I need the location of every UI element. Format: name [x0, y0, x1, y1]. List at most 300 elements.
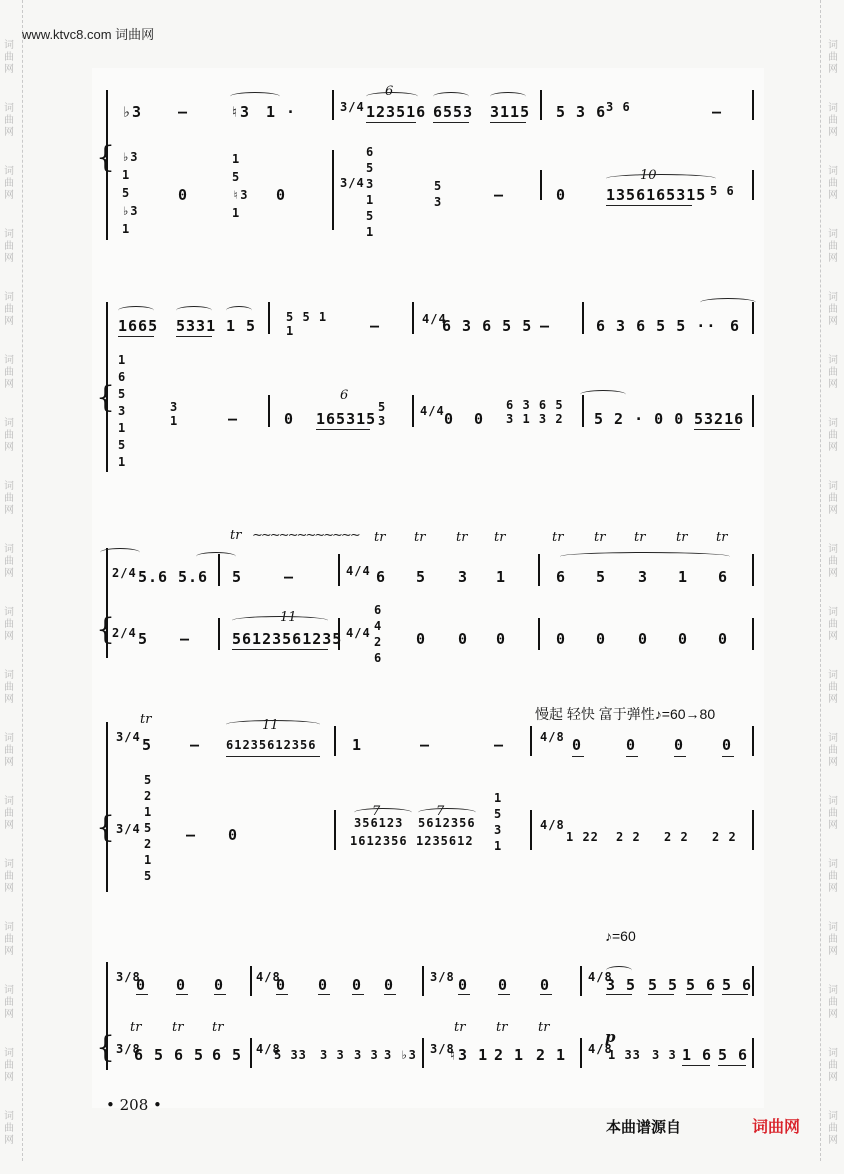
time-signature: 2/4: [112, 626, 137, 640]
note: 6: [376, 568, 387, 586]
trill-mark: tr: [496, 1020, 508, 1035]
system-5-brace: {: [96, 1030, 116, 1065]
note: 5: [142, 736, 153, 754]
time-signature: 3/4: [340, 176, 365, 190]
watermark-char: 网: [4, 568, 14, 579]
underline: [540, 994, 552, 995]
rest: 0: [136, 976, 147, 994]
watermark-char: 曲: [4, 745, 14, 756]
chord: 5 3: [434, 179, 443, 209]
rest-dash: –: [186, 826, 197, 844]
watermark-char: 曲: [828, 556, 838, 567]
watermark-char: 词: [828, 166, 838, 177]
note-group: 3 5: [606, 976, 637, 994]
trill-mark: tr: [130, 1020, 142, 1035]
note: 5: [232, 568, 243, 586]
trill-mark: tr: [172, 1020, 184, 1035]
note: 3: [458, 568, 469, 586]
dynamic-marking: p: [605, 1028, 616, 1046]
rest: 0: [626, 736, 637, 754]
time-signature: 4/8: [256, 1042, 281, 1056]
note-group: 2 2: [712, 830, 737, 844]
time-signature: 4/8: [540, 818, 565, 832]
chord: 1 5 ♮3 1: [232, 152, 249, 220]
note-group: 5 6: [722, 976, 753, 994]
watermark-char: 曲: [828, 871, 838, 882]
note-group: 1665: [118, 317, 159, 335]
rest: 0: [596, 630, 607, 648]
time-signature: 3/8: [116, 970, 141, 984]
note-group: 3 3: [652, 1048, 677, 1062]
note-group: 2 2: [616, 830, 641, 844]
watermark-char: 曲: [4, 619, 14, 630]
note-group: 5 6: [718, 1046, 749, 1064]
note-group: 165315: [316, 410, 377, 428]
watermark-char: 网: [828, 631, 838, 642]
watermark-char: 网: [4, 64, 14, 75]
watermark-char: 词: [4, 1048, 14, 1059]
rest: 0: [678, 630, 689, 648]
note-group: 6 5: [134, 1046, 165, 1064]
barline: [752, 966, 754, 996]
barline: [540, 170, 542, 200]
tempo-marking: ♪=60: [605, 928, 636, 944]
barline: [582, 302, 584, 334]
trill-mark: tr: [494, 530, 506, 545]
watermark-char: 网: [828, 379, 838, 390]
rest: 0: [674, 736, 685, 754]
underline: [490, 122, 526, 123]
watermark-char: 曲: [4, 493, 14, 504]
underline: [572, 756, 584, 757]
note-group: 3 3: [354, 1048, 379, 1062]
watermark-char: 词: [828, 418, 838, 429]
rest: 0: [722, 736, 733, 754]
watermark-char: 词: [4, 292, 14, 303]
watermark-char: 曲: [828, 808, 838, 819]
rest: 0: [214, 976, 225, 994]
barline: [412, 302, 414, 334]
time-signature: 3/4: [340, 100, 365, 114]
watermark-char: 网: [828, 946, 838, 957]
rest: 0: [276, 186, 287, 204]
source-label: 本曲谱源自: [606, 1119, 682, 1136]
slur: [118, 306, 154, 315]
tuplet-number: 11: [280, 610, 297, 625]
time-signature: 4/4: [346, 564, 371, 578]
barline: [752, 810, 754, 850]
watermark-char: 曲: [828, 745, 838, 756]
barline: [530, 810, 532, 850]
chord: 6 5 3 1 5 1: [366, 145, 375, 239]
watermark-char: 网: [4, 379, 14, 390]
note-group: 5 2 · 0 0: [594, 410, 685, 428]
underline: [316, 429, 370, 430]
rest: 0: [276, 976, 287, 994]
watermark-char: 曲: [4, 241, 14, 252]
rest-dash: –: [494, 736, 505, 754]
note-group: 1356165315: [606, 186, 707, 204]
watermark-char: 词: [4, 985, 14, 996]
watermark-char: 网: [4, 757, 14, 768]
watermark-char: 词: [828, 985, 838, 996]
note: 3 6: [606, 100, 631, 114]
barline: [540, 90, 542, 120]
watermark-char: 词: [4, 229, 14, 240]
note-group: 5612356: [418, 816, 476, 830]
system-3-brace: {: [96, 612, 116, 647]
system-4-brace: {: [96, 810, 116, 845]
note: 1: [496, 568, 507, 586]
watermark-char: 网: [4, 883, 14, 894]
underline: [118, 336, 154, 337]
barline: [412, 395, 414, 427]
watermark-char: 曲: [828, 1060, 838, 1071]
watermark-char: 曲: [4, 997, 14, 1008]
watermark-char: 曲: [828, 241, 838, 252]
time-signature: 4/8: [588, 1042, 613, 1056]
watermark-char: 曲: [4, 871, 14, 882]
note: 1 ·: [266, 103, 297, 121]
watermark-char: 词: [828, 40, 838, 51]
underline: [366, 122, 416, 123]
underline: [318, 994, 330, 995]
time-signature: 4/4: [422, 312, 447, 326]
watermark-char: 词: [4, 796, 14, 807]
watermark-char: 词: [4, 607, 14, 618]
slur: [700, 298, 756, 307]
barline: [538, 554, 540, 586]
watermark-char: 词: [828, 733, 838, 744]
system-4-left-bar: [106, 722, 108, 892]
tuplet-number: 7: [436, 804, 445, 819]
time-signature: 3/8: [430, 970, 455, 984]
underline: [722, 994, 748, 995]
watermark-char: 词: [828, 1111, 838, 1122]
watermark-char: 网: [4, 694, 14, 705]
note-group: 6 5: [174, 1046, 205, 1064]
rest-dash: –: [180, 630, 191, 648]
watermark-char: 网: [4, 127, 14, 138]
tuplet-number: 6: [385, 84, 394, 99]
note-group: 3 3: [320, 1048, 345, 1062]
watermark-char: 曲: [828, 619, 838, 630]
watermark-char: 网: [828, 820, 838, 831]
trill-mark: tr: [676, 530, 688, 545]
rest: 0: [498, 976, 509, 994]
note-group: 5 5: [648, 976, 679, 994]
time-signature: 4/8: [588, 970, 613, 984]
watermark-char: 词: [4, 166, 14, 177]
watermark-char: 词: [828, 670, 838, 681]
watermark-char: 词: [4, 40, 14, 51]
note: 1: [352, 736, 363, 754]
note-group: 6 3 6 5 5 ··: [596, 317, 717, 335]
watermark-char: 网: [828, 505, 838, 516]
watermark-char: 词: [828, 922, 838, 933]
rest: 0: [416, 630, 427, 648]
note: 6: [730, 317, 741, 335]
note: 3: [638, 568, 649, 586]
watermark-char: 词: [828, 481, 838, 492]
watermark-char: 网: [828, 127, 838, 138]
chord: 5 3: [378, 400, 387, 428]
brand-link[interactable]: 词曲网: [752, 1119, 801, 1136]
note-group: 6553: [433, 103, 474, 121]
rest: 0: [384, 976, 395, 994]
watermark-char: 曲: [4, 808, 14, 819]
note-group: 1612356: [350, 834, 408, 848]
barline: [332, 150, 334, 230]
tuplet-number: 7: [372, 804, 381, 819]
note-group: 1 22: [566, 830, 599, 844]
watermark-char: 词: [4, 418, 14, 429]
trill-mark: tr: [634, 530, 646, 545]
barline: [752, 554, 754, 586]
tuplet-number: 11: [262, 718, 279, 733]
underline: [498, 994, 510, 995]
trill-mark: tr: [374, 530, 386, 545]
watermark-char: 网: [4, 1009, 14, 1020]
tempo-marking: 慢起 轻快 富于弹性♪=60→80: [535, 706, 716, 722]
watermark-char: 词: [4, 481, 14, 492]
system-1-brace: {: [96, 140, 116, 175]
slur: [606, 174, 716, 183]
note-group: 6 3 6 5 5: [442, 317, 533, 335]
note-group: 61235612356: [226, 738, 317, 752]
rest: 0: [458, 630, 469, 648]
rest-dash: –: [370, 317, 381, 335]
watermark-char: 网: [828, 253, 838, 264]
watermark-char: 曲: [4, 178, 14, 189]
watermark-char: 曲: [4, 430, 14, 441]
watermark-char: 曲: [828, 115, 838, 126]
watermark-char: 曲: [4, 367, 14, 378]
trill-mark: tr: [230, 528, 242, 543]
slur: [580, 390, 626, 399]
watermark-char: 词: [828, 796, 838, 807]
rest: 0: [474, 410, 485, 428]
trill-mark: tr: [552, 530, 564, 545]
watermark-char: 词: [828, 103, 838, 114]
slur: [606, 966, 632, 975]
watermark-char: 曲: [828, 493, 838, 504]
watermark-char: 曲: [4, 934, 14, 945]
watermark-char: 曲: [828, 367, 838, 378]
trill-mark: tr: [538, 1020, 550, 1035]
rest: 0: [352, 976, 363, 994]
barline: [422, 1038, 424, 1068]
note-group: 123516: [366, 103, 427, 121]
barline: [752, 170, 754, 200]
underline: [384, 994, 396, 995]
watermark-char: 词: [828, 355, 838, 366]
barline: [752, 726, 754, 756]
underline: [176, 336, 212, 337]
watermark-char: 词: [4, 1111, 14, 1122]
slur: [354, 808, 412, 817]
underline: [136, 994, 148, 995]
slur: [232, 616, 328, 625]
watermark-char: 词: [828, 229, 838, 240]
barline: [268, 395, 270, 427]
watermark-char: 曲: [4, 1060, 14, 1071]
note-group: 5331: [176, 317, 217, 335]
barline: [530, 726, 532, 756]
barline: [752, 618, 754, 650]
barline: [752, 395, 754, 427]
underline: [626, 756, 638, 757]
rest: 0: [178, 186, 189, 204]
watermark-char: 曲: [828, 52, 838, 63]
chord: 3 1: [170, 400, 179, 428]
time-signature: 3/4: [116, 730, 141, 744]
note-group: 5 6: [686, 976, 717, 994]
rest: 0: [556, 630, 567, 648]
trill-mark: tr: [212, 1020, 224, 1035]
watermark-char: 网: [828, 1009, 838, 1020]
underline: [176, 994, 188, 995]
slur: [490, 92, 526, 101]
note-group: 5.6: [178, 568, 209, 586]
watermark-char: 词: [4, 670, 14, 681]
underline: [694, 429, 740, 430]
underline: [226, 756, 320, 757]
chord: 1 5 3 1: [494, 791, 503, 853]
rest: 0: [540, 976, 551, 994]
rest: 0: [284, 410, 295, 428]
watermark-char: 曲: [4, 1123, 14, 1134]
watermark-char: 词: [4, 355, 14, 366]
trill-mark: tr: [140, 712, 152, 727]
left-dashed-margin: [22, 0, 23, 1161]
time-signature: 4/8: [540, 730, 565, 744]
note: 5 3 6: [556, 103, 607, 121]
note-group: 356123: [354, 816, 404, 830]
note-group: 5.6: [138, 568, 169, 586]
watermark-char: 曲: [828, 682, 838, 693]
watermark-char: 网: [828, 64, 838, 75]
rest-dash: –: [540, 317, 551, 335]
slur: [226, 306, 252, 315]
barline: [582, 395, 584, 427]
underline: [232, 649, 328, 650]
underline: [648, 994, 674, 995]
barline: [334, 726, 336, 756]
watermark-char: 网: [828, 568, 838, 579]
note-group: 3115: [490, 103, 531, 121]
watermark-char: 词: [4, 922, 14, 933]
trill-mark: tr: [414, 530, 426, 545]
underline: [686, 994, 712, 995]
tuplet-number: 10: [640, 168, 657, 183]
site-url[interactable]: www.ktvc8.com 词曲网: [22, 27, 155, 42]
note-group: 2 1: [536, 1046, 567, 1064]
note: ♭3: [122, 103, 143, 121]
slur: [418, 808, 476, 817]
slur: [196, 552, 236, 561]
chord: 1 6 5 3 1 5 1: [118, 353, 127, 469]
watermark-char: 网: [4, 442, 14, 453]
note: ♮3: [230, 103, 251, 121]
watermark-char: 词: [828, 544, 838, 555]
underline: [458, 994, 470, 995]
watermark-char: 曲: [4, 115, 14, 126]
rest-dash: –: [190, 736, 201, 754]
chord: ♭3 1 5 ♭3 1: [122, 150, 139, 236]
watermark-char: 曲: [828, 304, 838, 315]
watermark-char: 曲: [828, 1123, 838, 1134]
right-dashed-margin: [820, 0, 821, 1161]
note-group: 2 2: [664, 830, 689, 844]
barline: [250, 966, 252, 996]
underline: [214, 994, 226, 995]
time-signature: 3/8: [116, 1042, 141, 1056]
note-group: 1235612: [416, 834, 474, 848]
watermark-char: 词: [4, 544, 14, 555]
chord: 6 4 2 6: [374, 603, 383, 665]
rest: 0: [176, 976, 187, 994]
rest: 0: [228, 826, 239, 844]
watermark-char: 网: [4, 190, 14, 201]
watermark-char: 词: [4, 733, 14, 744]
barline: [334, 810, 336, 850]
watermark-char: 网: [4, 820, 14, 831]
rest-dash: –: [712, 103, 723, 121]
barline: [752, 1038, 754, 1068]
slur: [226, 720, 320, 729]
chord: 5 5 1 1: [286, 310, 328, 338]
watermark-char: 网: [828, 883, 838, 894]
trill-mark: tr: [716, 530, 728, 545]
barline: [538, 618, 540, 650]
barline: [332, 90, 334, 120]
note-group: ♮3 1: [448, 1046, 489, 1064]
time-signature: 3/4: [116, 822, 141, 836]
rest: 0: [638, 630, 649, 648]
chord: 5 2 1 5 2 1 5: [144, 773, 153, 883]
trill-wavy-line: ∼∼∼∼∼∼∼∼∼∼∼∼: [252, 528, 359, 543]
watermark-char: 曲: [828, 430, 838, 441]
watermark-char: 曲: [4, 556, 14, 567]
underline: [276, 994, 288, 995]
note-group: 53216: [694, 410, 745, 428]
underline: [606, 205, 692, 206]
rest-dash: –: [284, 568, 295, 586]
tuplet-number: 6: [340, 388, 349, 403]
watermark-char: 曲: [828, 178, 838, 189]
trill-mark: tr: [594, 530, 606, 545]
watermark-char: 网: [828, 1072, 838, 1083]
note-group: 5 33: [274, 1048, 307, 1062]
note: –: [178, 103, 189, 121]
underline: [682, 1065, 710, 1066]
rest: 0: [444, 410, 455, 428]
slur: [100, 548, 140, 557]
note: 1: [678, 568, 689, 586]
watermark-char: 网: [4, 1135, 14, 1146]
note-group: 3 ♭3: [384, 1048, 417, 1062]
note: 6: [718, 568, 729, 586]
note-group: 1 33: [608, 1048, 641, 1062]
time-signature: 4/4: [420, 404, 445, 418]
note-group: 1 5: [226, 317, 257, 335]
slur: [176, 306, 212, 315]
note: 6: [556, 568, 567, 586]
watermark-char: 词: [4, 859, 14, 870]
underline: [674, 756, 686, 757]
page-number: • 208 •: [106, 1096, 162, 1114]
